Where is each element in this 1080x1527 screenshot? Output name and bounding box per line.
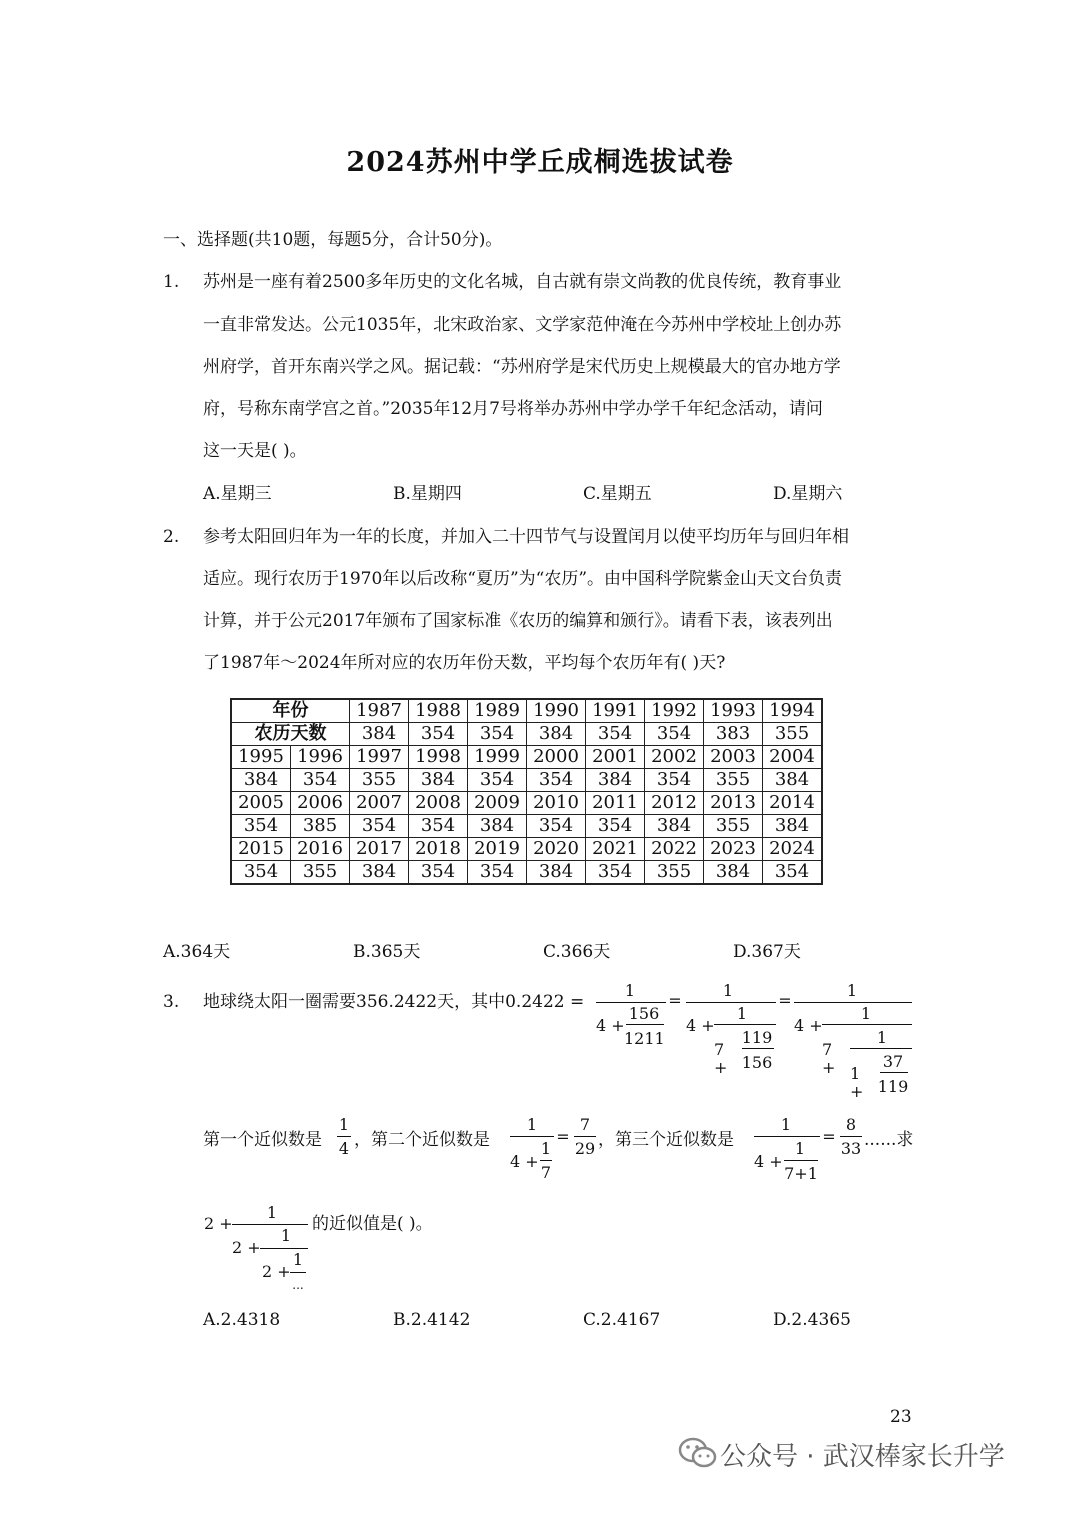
approx2-inner-one: 1	[540, 1139, 552, 1158]
table-cell: 354	[586, 861, 645, 885]
section-heading: 一、选择题(共10题，每题5分，合计50分)。	[163, 230, 503, 250]
cf-bar-2	[260, 1248, 308, 1249]
q2-option-a: A.364天	[163, 942, 231, 962]
table-cell: 1992	[645, 699, 704, 723]
page-title: 2024苏州中学丘成桐选拔试卷	[346, 147, 734, 178]
table-cell: 2009	[468, 792, 527, 815]
approx-2-text: ，第二个近似数是	[354, 1130, 490, 1150]
frac1-bar	[596, 1002, 666, 1003]
cf-two-plus-3: 2 +	[262, 1262, 291, 1281]
cf-bar-1	[232, 1224, 308, 1225]
approx3-res-den: 33	[840, 1139, 862, 1158]
table-cell: 354	[409, 815, 468, 838]
approx-tail: ......求	[864, 1130, 914, 1150]
frac3-deep-one: 1	[876, 1028, 888, 1047]
q1-line-4: 府，号称东南学宫之首。”2035年12月7号将举办苏州中学办学千年纪念活动，请问	[203, 399, 823, 419]
q3-number: 3.	[163, 992, 180, 1012]
frac2-deep-bar	[742, 1048, 774, 1049]
table-cell: 2015	[231, 838, 291, 861]
table-cell: 2019	[468, 838, 527, 861]
q3-option-c: C.2.4167	[583, 1310, 661, 1330]
table-cell: 1993	[704, 699, 763, 723]
cf-dots: ...	[292, 1278, 304, 1292]
table-cell: 2010	[527, 792, 586, 815]
q2-line-4: 了1987年～2024年所对应的农历年份天数，平均每个农历年有( )天?	[203, 653, 726, 673]
table-cell: 2014	[763, 792, 823, 815]
approx3-four-plus: 4 +	[754, 1152, 783, 1171]
table-cell: 384	[350, 723, 409, 746]
table-cell: 384	[350, 861, 409, 885]
table-cell: 1994	[763, 699, 823, 723]
frac3-119: 119	[877, 1077, 909, 1096]
approx3-inner-bar	[784, 1160, 818, 1161]
table-cell: 384	[527, 723, 586, 746]
q1-option-b: B.星期四	[393, 484, 462, 504]
approx3-equals: =	[822, 1127, 836, 1146]
q2-line-1: 参考太阳回归年为一年的长度，并加入二十四节气与设置闰月以使平均历年与回归年相	[203, 527, 849, 547]
approx2-four-plus: 4 +	[510, 1152, 539, 1171]
frac3-seven-plus: 7 +	[822, 1040, 836, 1077]
table-cell: 2018	[409, 838, 468, 861]
table-cell: 2000	[527, 746, 586, 769]
table-cell: 384	[586, 769, 645, 792]
frac1-numerator: 1	[624, 981, 636, 1000]
approx3-num: 1	[780, 1115, 792, 1134]
table-cell: 354	[586, 815, 645, 838]
table-cell: 354	[527, 769, 586, 792]
approx1-den: 4	[338, 1139, 350, 1158]
table-row	[231, 792, 822, 815]
approx3-res-bar	[840, 1136, 862, 1137]
table-row	[231, 838, 822, 861]
table-cell: 2011	[586, 792, 645, 815]
frac1-156: 156	[628, 1004, 660, 1023]
frac3-inner-one: 1	[860, 1004, 872, 1023]
table-cell: 2022	[645, 838, 704, 861]
approx-3-text: ，第三个近似数是	[598, 1130, 734, 1150]
frac3-four-plus: 4 +	[794, 1016, 823, 1035]
table-cell: 354	[468, 861, 527, 885]
table-row	[231, 723, 822, 746]
approx2-num: 1	[526, 1115, 538, 1134]
table-cell: 2001	[586, 746, 645, 769]
table-cell: 2021	[586, 838, 645, 861]
frac2-four-plus: 4 +	[686, 1016, 715, 1035]
frac2-bar	[686, 1002, 776, 1003]
cf-two-plus-1: 2 +	[204, 1214, 233, 1233]
cf-num-1: 1	[266, 1203, 278, 1222]
table-cell: 354	[468, 723, 527, 746]
table-cell: 354	[350, 815, 409, 838]
table-cell: 355	[704, 769, 763, 792]
q1-line-1: 苏州是一座有着2500多年历史的文化名城，自古就有崇文尚教的优良传统，教育事业	[203, 272, 842, 292]
cf-num-3: 1	[292, 1250, 304, 1269]
frac2-seven-plus: 7 +	[714, 1040, 728, 1077]
table-cell: 1998	[409, 746, 468, 769]
q1-option-d: D.星期六	[773, 484, 843, 504]
table-cell: 384	[763, 815, 823, 838]
cf-bar-3	[290, 1272, 306, 1273]
approx1-num: 1	[338, 1115, 350, 1134]
table-cell: 1995	[231, 746, 291, 769]
table-cell: 383	[704, 723, 763, 746]
q2-line-2: 适应。现行农历于1970年以后改称“夏历”为“农历”。由中国科学院紫金山天文台负责	[203, 569, 843, 589]
approx2-res-bar	[574, 1136, 596, 1137]
q1-option-c: C.星期五	[583, 484, 652, 504]
table-cell: 354	[409, 861, 468, 885]
approx3-seven-plus-one: 7+1	[784, 1164, 818, 1183]
wechat-icon	[678, 1436, 718, 1470]
table-cell: 1989	[468, 699, 527, 723]
q3-option-d: D.2.4365	[773, 1310, 851, 1330]
frac3-37: 37	[882, 1052, 904, 1071]
table-cell: 385	[291, 815, 350, 838]
approx2-seven: 7	[540, 1163, 552, 1182]
table-row	[231, 746, 822, 769]
table-cell: 384	[468, 815, 527, 838]
approx3-bar	[754, 1136, 820, 1137]
table-cell: 354	[527, 815, 586, 838]
q2-line-3: 计算，并于公元2017年颁布了国家标准《农历的编算和颁行》。请看下表，该表列出	[203, 611, 833, 631]
table-cell: 2017	[350, 838, 409, 861]
lunar-year-table	[230, 698, 823, 885]
table-cell: 2013	[704, 792, 763, 815]
table-cell: 2012	[645, 792, 704, 815]
approx-1-text: 第一个近似数是	[203, 1130, 322, 1150]
table-cell: 354	[645, 723, 704, 746]
frac3-deep-bar	[850, 1048, 912, 1049]
q1-line-2: 一直非常发达。公元1035年，北宋政治家、文学家范仲淹在今苏州中学校址上创办苏	[203, 315, 842, 335]
approx3-res-num: 8	[845, 1115, 857, 1134]
table-row	[231, 769, 822, 792]
table-cell: 354	[409, 723, 468, 746]
table-cell: 农历天数	[231, 723, 350, 746]
table-cell: 2008	[409, 792, 468, 815]
q2-option-b: B.365天	[353, 942, 421, 962]
table-row	[231, 815, 822, 838]
table-cell: 年份	[231, 699, 350, 723]
frac3-numerator: 1	[846, 981, 858, 1000]
table-cell: 1987	[350, 699, 409, 723]
table-cell: 384	[231, 769, 291, 792]
frac3-bar	[794, 1002, 912, 1003]
approx1-bar	[337, 1136, 351, 1137]
frac3-deepest-bar	[880, 1072, 908, 1073]
table-cell: 1999	[468, 746, 527, 769]
table-cell: 354	[586, 723, 645, 746]
page-number: 23	[890, 1407, 912, 1427]
cf-num-2: 1	[280, 1226, 292, 1245]
q3-intro: 地球绕太阳一圈需要356.2422天，其中0.2422 =	[203, 992, 585, 1012]
table-cell: 384	[527, 861, 586, 885]
table-cell: 354	[231, 861, 291, 885]
table-cell: 2007	[350, 792, 409, 815]
equals-2: =	[778, 991, 792, 1010]
frac1-inner-bar	[626, 1024, 664, 1025]
table-cell: 2002	[645, 746, 704, 769]
table-cell: 1988	[409, 699, 468, 723]
approx2-bar	[510, 1136, 554, 1137]
table-cell: 384	[409, 769, 468, 792]
frac3-one-plus: 1 +	[850, 1064, 864, 1101]
frac1-four-plus: 4 +	[596, 1016, 625, 1035]
table-row	[231, 699, 822, 723]
table-cell: 355	[704, 815, 763, 838]
table-cell: 354	[468, 769, 527, 792]
table-cell: 1991	[586, 699, 645, 723]
q1-line-3: 州府学，首开东南兴学之风。据记载：“苏州府学是宋代历史上规模最大的官办地方学	[203, 357, 841, 377]
frac1-1211: 1211	[624, 1029, 665, 1048]
table-cell: 354	[645, 769, 704, 792]
table-cell: 2024	[763, 838, 823, 861]
q2-option-d: D.367天	[733, 942, 801, 962]
table-cell: 1990	[527, 699, 586, 723]
table-cell: 384	[704, 861, 763, 885]
table-cell: 354	[291, 769, 350, 792]
table-cell: 355	[645, 861, 704, 885]
frac2-156: 156	[741, 1053, 773, 1072]
cf-two-plus-2: 2 +	[232, 1238, 261, 1257]
approx2-equals: =	[556, 1127, 570, 1146]
approx2-res-num: 7	[579, 1115, 591, 1134]
approx2-res-den: 29	[574, 1139, 596, 1158]
table-cell: 2004	[763, 746, 823, 769]
table-cell: 2005	[231, 792, 291, 815]
table-cell: 355	[763, 723, 823, 746]
equals-1: =	[668, 991, 682, 1010]
frac2-inner-bar	[714, 1024, 776, 1025]
frac2-inner-one: 1	[736, 1004, 748, 1023]
frac2-119: 119	[741, 1028, 773, 1047]
q3-question: 的近似值是( )。	[312, 1214, 433, 1234]
q1-option-a: A.星期三	[203, 484, 272, 504]
q3-option-a: A.2.4318	[203, 1310, 281, 1330]
table-cell: 354	[763, 861, 823, 885]
q2-number: 2.	[163, 527, 180, 547]
watermark: 公众号 · 武汉棒家长升学	[720, 1442, 1005, 1472]
table-cell: 355	[291, 861, 350, 885]
table-cell: 2006	[291, 792, 350, 815]
q1-line-5: 这一天是( )。	[203, 441, 307, 461]
table-cell: 2016	[291, 838, 350, 861]
approx2-inner-bar	[540, 1160, 552, 1161]
table-cell: 384	[645, 815, 704, 838]
q1-number: 1.	[163, 272, 180, 292]
table-cell: 2023	[704, 838, 763, 861]
approx3-inner-one: 1	[794, 1139, 806, 1158]
table-cell: 384	[763, 769, 823, 792]
table-cell: 1997	[350, 746, 409, 769]
q2-option-c: C.366天	[543, 942, 611, 962]
table-cell: 1996	[291, 746, 350, 769]
table-row	[231, 861, 822, 885]
table-cell: 354	[231, 815, 291, 838]
table-cell: 355	[350, 769, 409, 792]
frac2-numerator: 1	[722, 981, 734, 1000]
q3-option-b: B.2.4142	[393, 1310, 471, 1330]
table-cell: 2003	[704, 746, 763, 769]
table-cell: 2020	[527, 838, 586, 861]
frac3-inner-bar	[822, 1024, 912, 1025]
